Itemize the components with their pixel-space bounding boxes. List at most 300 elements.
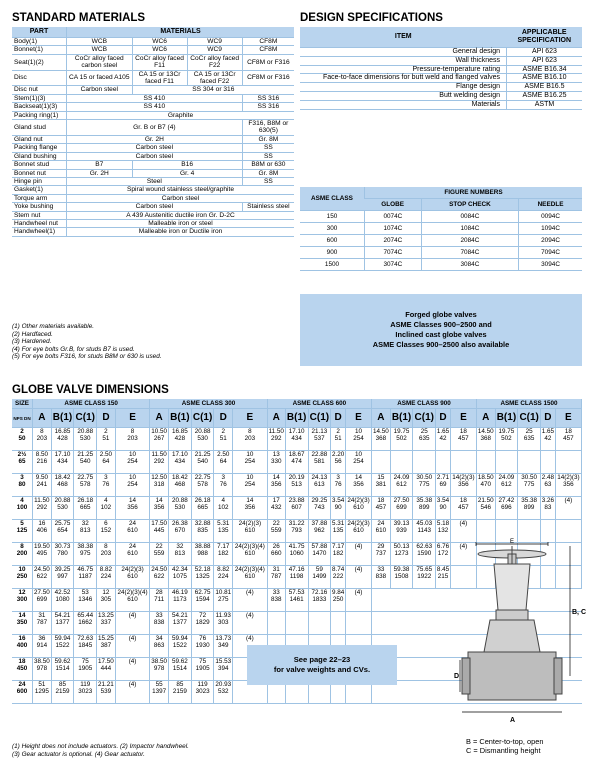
dim-cell xyxy=(413,543,436,566)
material-cell: SS 304 or 316 xyxy=(132,86,294,94)
dim-letter xyxy=(74,409,97,428)
dim-cell xyxy=(413,474,436,497)
dim-cell xyxy=(495,497,518,520)
dim-cell xyxy=(541,428,556,451)
value-in: 24(2)(3) xyxy=(347,520,370,527)
dim-e-label: E xyxy=(510,539,515,545)
dim-cell xyxy=(97,474,116,497)
dim-cell xyxy=(308,612,331,635)
value-mm: 394 xyxy=(218,665,229,673)
dim-cell xyxy=(33,566,52,589)
value-in: 50.13 xyxy=(393,543,410,550)
value-mm: 670 xyxy=(174,527,186,535)
value-mm: 468 xyxy=(174,481,186,489)
value-in: 36 xyxy=(38,635,46,642)
dim-cell xyxy=(214,681,233,704)
value-mm: 468 xyxy=(57,481,68,489)
dim-cell xyxy=(372,612,391,635)
part-cell: Handwheel(1) xyxy=(12,228,67,236)
value-in: 10 xyxy=(246,474,254,481)
value-in: 53 xyxy=(81,589,89,596)
value-mm: 457 xyxy=(563,435,574,443)
value-mm: 610 xyxy=(353,527,364,535)
dim-cell xyxy=(233,451,268,474)
value-in: 10 xyxy=(18,566,26,573)
dim-cell xyxy=(233,474,268,497)
value-in: 31.22 xyxy=(288,520,305,527)
value-mm: 406 xyxy=(36,527,48,535)
value-in: 33 xyxy=(155,612,163,619)
part-cell: Backseat(1)(3) xyxy=(12,103,67,111)
value-mm: 254 xyxy=(353,458,364,466)
value-mm: 1470 xyxy=(312,550,327,558)
dim-cell xyxy=(150,543,169,566)
value-in: 24(2)(3) xyxy=(347,497,370,504)
value-mm: 1397 xyxy=(152,688,167,696)
value-in: 37.88 xyxy=(311,520,328,527)
value-mm: 610 xyxy=(127,573,138,581)
dim-cell xyxy=(308,428,331,451)
value-mm: 962 xyxy=(314,527,325,535)
figure-cell: 3084C xyxy=(421,259,518,271)
see-page-note xyxy=(247,645,397,685)
value-mm: 356 xyxy=(353,481,364,489)
dims-footnotes xyxy=(12,743,189,758)
note-line: Forged globe valves xyxy=(405,310,477,319)
dim-cell xyxy=(191,658,214,681)
material-row xyxy=(12,54,294,70)
letter: B(1) xyxy=(52,412,73,424)
dim-cell xyxy=(413,658,436,681)
value-mm: 610 xyxy=(244,527,256,535)
dim-letter xyxy=(285,409,308,428)
dim-cell xyxy=(372,520,391,543)
material-cell: SS xyxy=(242,152,294,160)
value-mm: 1173 xyxy=(173,596,187,604)
part-cell: Gland bushing xyxy=(12,152,67,160)
dim-cell xyxy=(51,497,74,520)
dim-cell xyxy=(150,635,169,658)
value-mm: 102 xyxy=(100,504,112,512)
value-in: 72.63 xyxy=(77,635,94,642)
value-in: 19.75 xyxy=(393,428,410,435)
value-mm: 132 xyxy=(437,527,449,535)
value-mm: 1461 xyxy=(289,596,304,604)
value-mm: 224 xyxy=(218,573,229,581)
dim-row xyxy=(12,451,582,474)
value-mm: 250 xyxy=(16,573,28,581)
value-in: 10 xyxy=(246,451,254,458)
material-row xyxy=(12,161,294,169)
value-mm: 530 xyxy=(174,504,186,512)
value-in: 3 xyxy=(336,474,340,481)
value-in: 17 xyxy=(272,497,280,504)
value-in: 51 xyxy=(38,681,46,688)
letter: B(1) xyxy=(496,412,517,424)
dim-cell xyxy=(168,497,191,520)
value-in: (4) xyxy=(459,520,468,527)
material-row xyxy=(12,135,294,143)
material-cell: CF8M xyxy=(242,46,294,54)
value-mm: 838 xyxy=(153,619,165,627)
value-in: 27.50 xyxy=(393,497,410,504)
dim-cell xyxy=(191,451,214,474)
material-cell: CA 15 or 13Cr faced F22 xyxy=(187,70,242,86)
dim-cell xyxy=(285,520,308,543)
material-row xyxy=(12,186,294,194)
col-globe: GLOBE xyxy=(365,199,422,211)
letter: C(1) xyxy=(75,412,95,424)
dim-cell xyxy=(150,681,169,704)
letter: C(1) xyxy=(309,412,330,424)
dim-cell xyxy=(308,497,331,520)
value-in: 12 xyxy=(18,589,26,596)
value-in: 21.25 xyxy=(194,451,211,458)
dim-cell xyxy=(214,451,233,474)
value-mm: 356 xyxy=(127,504,138,512)
dim-cell xyxy=(233,428,268,451)
value-mm: 203 xyxy=(36,435,48,443)
value-mm: 368 xyxy=(480,435,491,443)
value-in: 14(2)(3) xyxy=(557,474,580,481)
part-cell: Packing flange xyxy=(12,144,67,152)
dim-cell xyxy=(372,451,391,474)
value-mm: 56 xyxy=(334,458,342,466)
value-in: 42.52 xyxy=(54,589,71,596)
figure-cell: 2084C xyxy=(421,235,518,247)
value-in: 18.42 xyxy=(54,474,71,481)
dim-letter xyxy=(233,409,268,428)
dim-cell xyxy=(495,474,518,497)
dim-cell xyxy=(346,451,372,474)
value-mm: 978 xyxy=(153,665,165,673)
dim-cell xyxy=(436,589,451,612)
value-in: 24(2)(3)(4) xyxy=(234,566,265,573)
footnote: (2) Hardfaced. xyxy=(12,330,53,338)
value-in: 20.88 xyxy=(194,428,211,435)
dim-cell xyxy=(390,566,413,589)
part-cell: Bonnet stud xyxy=(12,161,67,169)
part-cell: Disc nut xyxy=(12,86,67,94)
value-mm: 1499 xyxy=(312,573,327,581)
material-cell: WC9 xyxy=(187,38,242,46)
value-in: 20.93 xyxy=(215,681,232,688)
value-in: 26 xyxy=(272,543,280,550)
dim-cell xyxy=(74,681,97,704)
value-mm: 622 xyxy=(36,573,48,581)
value-mm: 1273 xyxy=(394,550,409,558)
value-mm: 203 xyxy=(100,550,112,558)
figure-cell: 3094C xyxy=(519,259,582,271)
value-in: 24 xyxy=(129,543,137,550)
value-in: 4 xyxy=(20,497,24,504)
dim-cell xyxy=(390,543,413,566)
dim-letter xyxy=(214,409,233,428)
value-in: 24 xyxy=(377,520,385,527)
dim-cell xyxy=(115,451,150,474)
dim-cell xyxy=(308,589,331,612)
dim-cell xyxy=(518,428,541,451)
value-mm: 711 xyxy=(154,596,165,604)
value-mm: 64 xyxy=(219,458,227,466)
spec-value: ASME B16.34 xyxy=(507,65,583,74)
value-in: 4 xyxy=(104,497,108,504)
value-mm: 495 xyxy=(36,550,48,558)
value-mm: 863 xyxy=(153,642,165,650)
dim-cell xyxy=(168,451,191,474)
dim-cell xyxy=(555,428,581,451)
see-note-line: for valve weights and CVs. xyxy=(273,665,371,674)
material-cell: B7 xyxy=(67,161,133,169)
value-mm: 428 xyxy=(174,435,186,443)
spec-item: Materials xyxy=(300,100,507,109)
value-mm: 434 xyxy=(174,458,186,466)
value-in: 38.50 xyxy=(151,658,168,665)
value-in: 75 xyxy=(199,658,207,665)
dim-cell xyxy=(436,612,451,635)
part-cell: Packing ring(1) xyxy=(12,111,67,119)
value-mm: 660 xyxy=(270,550,282,558)
dim-cell xyxy=(436,497,451,520)
value-mm: 539 xyxy=(100,688,112,696)
value-in: 57.53 xyxy=(288,589,305,596)
value-in: 17.10 xyxy=(171,451,188,458)
value-in: 119 xyxy=(80,681,91,688)
value-in: 14 xyxy=(355,474,363,481)
dim-cell xyxy=(191,635,214,658)
dim-row xyxy=(12,428,582,451)
value-mm: 135 xyxy=(332,527,344,535)
value-in: 54.21 xyxy=(54,612,71,619)
dim-cell xyxy=(150,520,169,543)
dim-cell xyxy=(518,474,541,497)
material-cell: Graphite xyxy=(67,111,295,119)
value-mm: 76 xyxy=(219,481,227,489)
spec-row xyxy=(300,48,582,57)
value-mm: 1075 xyxy=(172,573,187,581)
value-mm: 787 xyxy=(270,573,282,581)
value-in: 25.75 xyxy=(54,520,71,527)
dim-cell xyxy=(191,566,214,589)
value-mm: 457 xyxy=(458,504,469,512)
dim-cell xyxy=(51,589,74,612)
dim-cell xyxy=(390,474,413,497)
dim-cell xyxy=(51,681,74,704)
value-in: 24(2)(3)(4) xyxy=(234,543,265,550)
class-cell: 150 xyxy=(300,211,365,223)
spec-item: Wall thickness xyxy=(300,56,507,65)
value-mm: 612 xyxy=(396,481,407,489)
value-in: 8.50 xyxy=(35,451,48,458)
value-mm: 530 xyxy=(57,504,68,512)
part-cell: Yoke bushing xyxy=(12,203,67,211)
value-in: 24 xyxy=(18,681,26,688)
value-in: 4 xyxy=(221,497,226,504)
figure-row xyxy=(300,259,582,271)
value-in: 15.25 xyxy=(98,635,114,642)
value-in: 72.16 xyxy=(311,589,328,596)
value-in: 33 xyxy=(377,566,385,573)
value-in: (4) xyxy=(128,681,137,688)
material-row xyxy=(12,103,294,111)
value-mm: 546 xyxy=(480,504,491,512)
material-row xyxy=(12,228,294,236)
dim-cell xyxy=(150,566,169,589)
dim-cell xyxy=(450,474,476,497)
value-in: 32.88 xyxy=(194,520,211,527)
value-in: 18 xyxy=(564,428,572,435)
dim-cell xyxy=(390,497,413,520)
value-mm: 457 xyxy=(375,504,387,512)
dim-cell xyxy=(115,566,150,589)
letter: C(1) xyxy=(414,412,434,424)
value-in: 27.50 xyxy=(33,589,50,596)
value-mm: 275 xyxy=(218,596,229,604)
spec-row xyxy=(300,56,582,65)
footnote: (3) Gear actuator is optional. (4) Gear actuator. xyxy=(12,750,145,758)
letter: B(1) xyxy=(170,412,190,424)
dim-letter xyxy=(390,409,413,428)
dim-cell xyxy=(555,497,581,520)
value-mm: 610 xyxy=(127,550,138,558)
material-cell: SS 316 xyxy=(242,103,294,111)
material-cell: WC9 xyxy=(187,46,242,54)
class-header: ASME CLASS xyxy=(300,187,365,211)
value-in: 15 xyxy=(377,474,385,481)
spec-item: Pressure-temperature rating xyxy=(300,65,507,74)
dim-cell xyxy=(233,566,268,589)
value-mm: 581 xyxy=(314,458,325,466)
dim-cell xyxy=(33,658,52,681)
letter: B(1) xyxy=(286,412,307,424)
material-cell: Malleable iron or Ductile iron xyxy=(67,228,295,236)
letter: E xyxy=(460,412,467,424)
spec-value: ASME B16.25 xyxy=(507,91,583,100)
dim-cell xyxy=(115,543,150,566)
figure-cell: 7084C xyxy=(421,247,518,259)
value-mm: 914 xyxy=(36,642,48,650)
value-in: 10 xyxy=(355,428,363,435)
dim-cell xyxy=(191,543,214,566)
dim-cell xyxy=(267,589,285,612)
size-cell xyxy=(12,658,33,681)
value-mm: 835 xyxy=(197,527,208,535)
value-in: 2.20 xyxy=(331,451,345,458)
dim-letter xyxy=(495,409,518,428)
value-in: 2.50 xyxy=(99,451,113,458)
value-in: 9.84 xyxy=(331,589,345,596)
value-mm: 254 xyxy=(353,435,364,443)
value-in: 54.21 xyxy=(171,612,188,619)
dim-cell xyxy=(436,635,451,658)
value-in: 2.48 xyxy=(541,474,555,481)
value-in: 8.74 xyxy=(331,566,345,573)
value-in: 38.50 xyxy=(33,658,50,665)
value-mm: 537 xyxy=(314,435,325,443)
dim-letter xyxy=(115,409,150,428)
value-in: (4) xyxy=(354,566,363,573)
spec-value: API 623 xyxy=(507,56,583,65)
dim-cell xyxy=(33,589,52,612)
dim-cell xyxy=(51,612,74,635)
value-mm: 610 xyxy=(127,596,138,604)
figure-cell: 0084C xyxy=(421,211,518,223)
value-mm: 387 xyxy=(100,642,112,650)
value-in: 11.50 xyxy=(151,451,167,458)
value-in: 21.21 xyxy=(98,681,114,688)
value-in: 75 xyxy=(81,658,89,665)
value-mm: 90 xyxy=(334,504,342,512)
value-mm: 1377 xyxy=(172,619,187,627)
dim-cell xyxy=(191,474,214,497)
material-row xyxy=(12,38,294,46)
material-row xyxy=(12,219,294,227)
material-cell: CA 15 or faced A105 xyxy=(67,70,133,86)
value-in: 32 xyxy=(81,520,89,527)
dim-cell xyxy=(331,589,346,612)
value-in: 13 xyxy=(272,451,280,458)
value-in: (4) xyxy=(128,658,137,665)
spec-row xyxy=(300,83,582,92)
value-in: 18 xyxy=(459,497,467,504)
size-cell xyxy=(12,566,33,589)
part-cell: Hinge pin xyxy=(12,177,67,185)
material-cell: Stainless steel xyxy=(242,203,294,211)
value-in: 14 xyxy=(129,497,137,504)
dim-cell xyxy=(191,681,214,704)
dim-cell xyxy=(74,497,97,520)
value-mm: 610 xyxy=(127,527,138,535)
figure-cell: 1094C xyxy=(519,223,582,235)
class-header: ASME CLASS 300 xyxy=(150,399,267,409)
figure-cell: 0074C xyxy=(365,211,422,223)
value-in: 17.50 xyxy=(151,520,168,527)
dim-cell xyxy=(285,612,308,635)
dim-cell xyxy=(346,566,372,589)
value-mm: 350 xyxy=(16,619,28,627)
part-cell: Gasket(1) xyxy=(12,186,67,194)
letter: B(1) xyxy=(391,412,412,424)
value-in: 72 xyxy=(199,612,207,619)
dim-cell xyxy=(51,658,74,681)
dim-cell xyxy=(97,612,116,635)
size-cell xyxy=(12,451,33,474)
value-mm: 1514 xyxy=(172,665,187,673)
value-in: 18.42 xyxy=(171,474,188,481)
value-in: 20.88 xyxy=(54,497,71,504)
dim-cell xyxy=(97,566,116,589)
dim-cell xyxy=(233,543,268,566)
dim-cell xyxy=(331,474,346,497)
value-in: (4) xyxy=(459,543,468,550)
value-mm: 254 xyxy=(244,481,256,489)
dim-cell xyxy=(331,612,346,635)
value-in: 76 xyxy=(199,635,207,642)
value-in: 5 xyxy=(20,520,24,527)
dim-cell xyxy=(115,474,150,497)
value-mm: 793 xyxy=(291,527,302,535)
material-row xyxy=(12,152,294,160)
value-in: 24(2)(3)(4) xyxy=(117,589,148,596)
value-in: 38.38 xyxy=(77,543,94,550)
value-in: 2 xyxy=(221,428,226,435)
value-in: 75.65 xyxy=(416,566,433,573)
value-in: 7.17 xyxy=(217,543,230,550)
value-in: 22 xyxy=(155,543,163,550)
material-cell: SS xyxy=(242,144,294,152)
material-row xyxy=(12,169,294,177)
dim-letter xyxy=(150,409,169,428)
